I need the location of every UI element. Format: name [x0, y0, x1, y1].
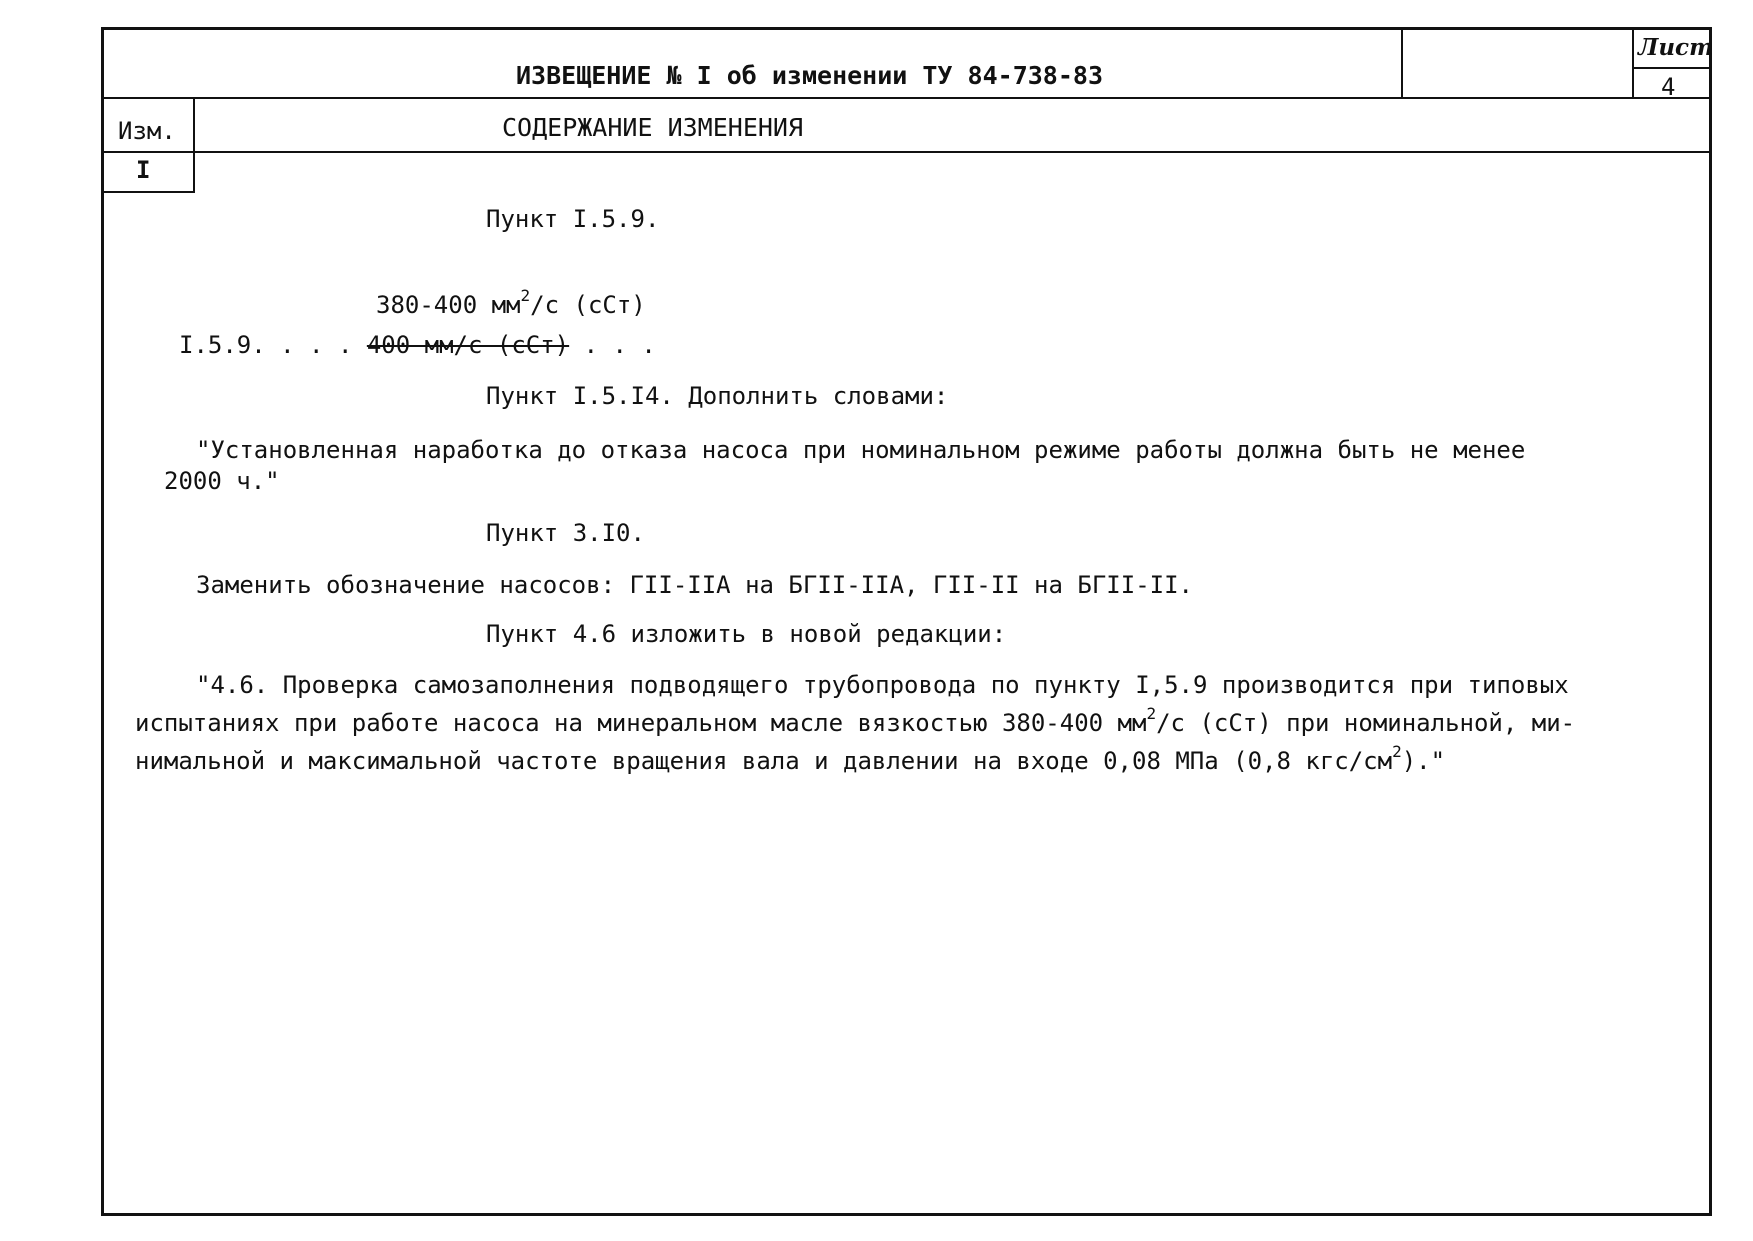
new-value-number: 380-400 мм: [376, 291, 521, 319]
change-column-label: Изм.: [118, 117, 176, 145]
clause-1-5-9-line: [179, 330, 656, 360]
clause-4-6-line2-sup: 2: [1146, 704, 1157, 723]
change-cell-bottom: [101, 191, 195, 193]
clause-1-5-9-prefix: I.5.9. . . .: [179, 331, 353, 359]
clause-4-6-line3-sup: 2: [1392, 742, 1402, 761]
column-header-divider: [101, 151, 1712, 153]
change-column-line: [193, 97, 195, 193]
clause-1-5-14-text-line2: 2000 ч.": [164, 467, 280, 495]
clause-4-6-line1: "4.6. Проверка самозаполнения подводящего трубопровода по пункту I,5.9 производится при типовых: [196, 671, 1569, 699]
clause-4-6-line3-a: нимальной и максимальной частоте вращения вала и давлении на входе 0,08 МПа (0,8 кгс/см: [135, 747, 1393, 775]
header-box-left-line: [1401, 27, 1403, 98]
sheet-box-mid-line: [1632, 67, 1712, 69]
new-value-sup: 2: [520, 286, 531, 305]
content-column-label: СОДЕРЖАНИЕ ИЗМЕНЕНИЯ: [502, 113, 804, 142]
sheet-label: Лист: [1638, 34, 1714, 61]
clause-1-5-9-suffix: . . .: [583, 331, 656, 359]
clause-3-10-text: Заменить обозначение насосов: ГII-IIА на БГII-IIА, ГII-II на БГII-II.: [196, 571, 1193, 599]
clause-1-5-9-heading: Пункт I.5.9.: [486, 205, 660, 233]
clause-1-5-14-text-line1: "Установленная наработка до отказа насоса при номинальном режиме работы должна быть не менее: [196, 436, 1526, 464]
change-number: I: [136, 156, 151, 184]
clause-4-6-heading: Пункт 4.6 изложить в новой редакции:: [486, 620, 1007, 648]
clause-4-6-line3: [135, 742, 1446, 776]
clause-1-5-14-heading: Пункт I.5.I4. Дополнить словами:: [486, 382, 949, 410]
header-divider: [101, 97, 1712, 99]
clause-4-6-line3-b: ).": [1401, 747, 1446, 775]
clause-3-10-heading: Пункт 3.I0.: [486, 519, 645, 547]
sheet-box-left-line: [1632, 27, 1634, 98]
new-value-unit: /с (сСт): [530, 291, 646, 319]
document-title: ИЗВЕЩЕНИЕ № I об изменении ТУ 84-738-83: [516, 61, 1103, 90]
clause-4-6-line2-a: испытаниях при работе насоса на минеральном масле вязкостью 380-400 мм: [135, 709, 1147, 737]
clause-1-5-9-new-value: [376, 286, 646, 320]
clause-4-6-line2: [135, 704, 1576, 738]
clause-4-6-line2-b: /с (сСт) при номинальной, ми-: [1156, 709, 1576, 737]
clause-1-5-9-old-value: 400 мм/с (сСт): [366, 331, 570, 359]
sheet-number: 4: [1661, 73, 1676, 101]
